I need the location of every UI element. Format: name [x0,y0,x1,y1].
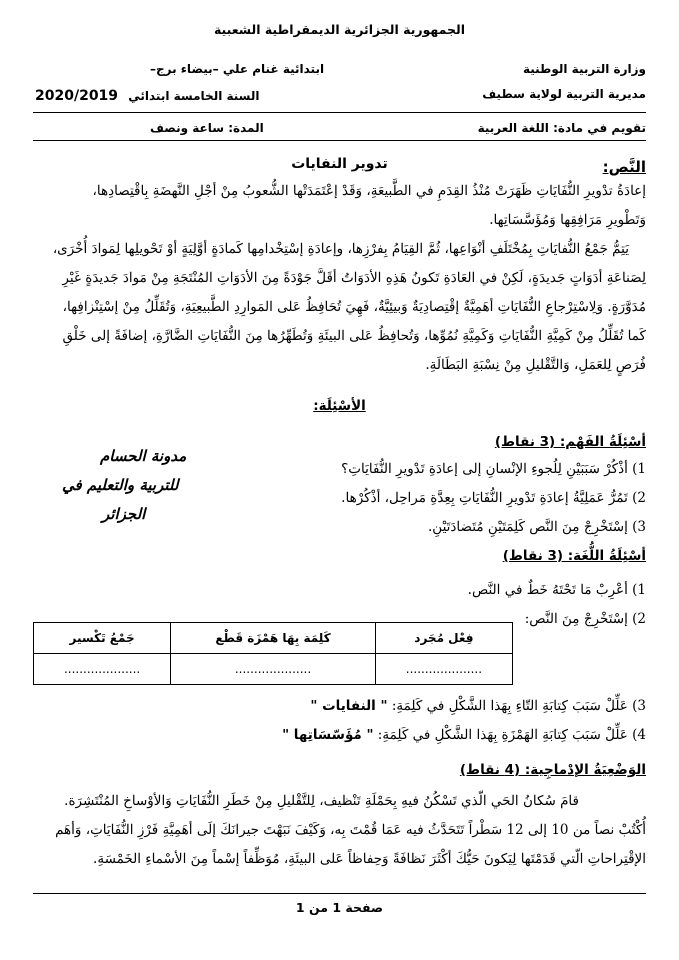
comprehension-q2: 2) تَمُرُّ عَمَلِيَّةُ إعادَةِ تَدْويرِ النُّفَايَاتِ بِعِدَّةِ مَراحِل، أذْكُرْها. [341,490,646,506]
extraction-table [33,622,513,685]
header-divider-top [33,112,646,113]
text-line-3: يَتِمُّ جَمْعُ النُّفايَاتِ بِمُخْتَلَفِ أنْوَاعِها، ثُمَّ القِيَامُ بِفرْزِها، وإعادَةِ إسْتِخْدامِها كَمادَةٍ أوَّلِيَةٍ أوْ تَحْويلِها لِمَوادَ أُخْرَى، [52,241,629,257]
text-line-5: مُدَوَّرَةٍ. وَلِاسْتِرْجاعِ النُّفَايَاتِ أهَمِيَّةٌ إقْتِصادِيَةٌ وَبيئِيَّةٌ، فَهِيَ تُحَافِظُ عَلى المَوارِدِ الطَّبيعِيَةِ، وَتُقَلِّلُ مِنْ إسْتِنْزافِها، [62,299,646,315]
language-q4-word: " مُؤَسّسَاتِها " [282,727,374,743]
text-line-7: فُرَصٍ لِلعَمَلِ، وَالتَّقْليلِ مِنْ نِسْبَةِ البَطَالَةِ. [425,357,646,373]
language-q1: 1) أعْرِبْ مَا تَحْتَهُ خَطٌ في النَّص. [467,582,646,598]
language-q2: 2) إسْتَخْرِجْ مِنَ النَّص: [524,611,646,627]
comprehension-q3: 3) إسْتَخْرِجْ مِنَ النَّص كَلِمَتَيْنِ مُتَضادَتَيْنِ. [428,519,646,535]
republic-title: الجمهورية الجزائرية الديمقراطية الشعبية [213,22,466,37]
page-number: صفحة 1 من 1 [295,900,384,915]
integration-line-2: أُكْتُبْ نصاً من 10 إلى 12 سَطْراً تَتَحَدَّثُ فيه عَمَا قُمْتَ بِه، وَكَيْفَ نَبَهْتَ جيرانَكَ إلَى أهَمِيَّةِ فَرْزِ النُّفَايَاتِ، وَأهَم [55,822,646,838]
language-q4-text: 4) عَلِّلْ سَبَبَ كِتابَةِ الهَمْزَةِ بِهَذا الشَّكْلِ في كَلِمَةِ: [377,727,646,743]
integration-title: الوَضْعِيَةُ الإدْماجِية: (4 نقاط) [459,762,646,778]
questions-title: الأسْئِلَة: [313,398,366,414]
table-cell: .................... [34,654,171,685]
table-header-cell: جَمْعُ تَكْسير [34,623,171,654]
table-header-cell: كَلِمَة بِهَا هَمْزَة قَطْع [171,623,376,654]
text-line-2: وَتَطْويرِ مَرَافِقِها وَمُؤَسَّسَاتِها. [489,212,646,228]
integration-line-1: قامَ سُكانُ الحَي الّذي تَسْكُنُ فيهِ بِحَمْلَةِ تَنْظيف، لِلتَّقْليلِ مِنْ خَطَرِ النُّفَايَاتِ وَالأوْساخِ المُنْتَشِرَة. [64,793,579,809]
text-line-1: إعادَةُ تدْويرِ النُّفَايَاتِ ظَهَرَتْ مُنْذُ القِدَمِ في الطَّبيعَةِ، وَقَدْ إعْتَمَدَتْها الشُّعوبُ مِنْ أجْلِ النَّهضَةِ بِاقْتِصادِها، [92,183,646,199]
year-value: 2020/2019 [35,88,119,104]
language-q3 [310,698,646,714]
blog-line-2: للتربية والتعليم في [62,476,179,494]
subject-label: تقويم في مادة: اللغة العربية [477,121,646,135]
language-q3-word: " النفايات " [310,698,388,714]
footer-divider [33,893,646,894]
language-title: أسْئِلَةُ اللُّغَة: (3 نقاط) [502,548,646,564]
comprehension-title: أسْئِلَةُ الفَهْم: (3 نقاط) [494,434,646,450]
table-row [34,654,513,685]
language-q3-text: 3) عَلِّلْ سَبَبَ كِتابَةِ التّاءِ بِهَذا الشَّكْلِ في كَلِمَةِ: [391,698,646,714]
comprehension-q1: 1) أذْكُرْ سَبَبَيْنِ لِلُجوءِ الإنْسانِ إلى إعادَةِ تَدْويرِ النُّفَايَاتِ؟ [341,461,646,477]
table-cell: .................... [375,654,512,685]
header-divider-bottom [33,140,646,141]
text-line-6: كَما تُقَلِّلُ مِنْ كَمِيَّةِ النُّفَايَاتِ وَكَمِيَّةِ نُمُوِّها، وَتُحافِظُ عَلى البيئَةِ وَتُطَهِّرُها مِنَ النُّفَايَاتِ الضَّارَّةِ، إضافَةً إلى خَلْقِ [62,328,646,344]
blog-line-3: الجزائر [102,505,146,523]
duration-label: المدة: ساعة ونصف [150,121,264,135]
text-title: تدوير النفايات [291,156,388,172]
integration-line-3: الإقْتِراحاتِ الّتي قَدَمْتَها لِيَكونَ حَيُّكَ أكْثَرَ نَظافَةً وَحِفاظاً عَلى البيئَةِ، مُوَظِّفاً إسْماً مِنَ الأسْماءِ الخَمْسَةِ. [93,851,646,867]
text-line-4: لِصَناعَةِ أدَوَاتٍ جَديدَةٍ، لَكِنْ في العَادَةِ تَكونُ هَذِهِ الأدَوَاتُ أقَلَّ جَوْدَةً مِنَ الأدَوَاتِ المُنْتَجَةِ مِنْ مَوادَ جَديدَةٍ غَيْرِ [62,270,646,286]
year-label: السنة الخامسة ابتدائي [128,89,260,103]
school-year [35,88,260,104]
blog-line-1: مدونة الحسام [100,447,187,465]
table-cell: .................... [171,654,376,685]
table-header-row [34,623,513,654]
directorate-label: مديرية التربية لولاية سطيف [482,87,646,101]
ministry-label: وزارة التربية الوطنية [522,62,646,76]
table-header-cell: فِعْل مُجَرد [375,623,512,654]
language-q4 [282,727,646,743]
text-label: النَّص: [602,158,646,176]
school-label: ابتدائية غنام علي –بيضاء برج– [150,62,325,76]
